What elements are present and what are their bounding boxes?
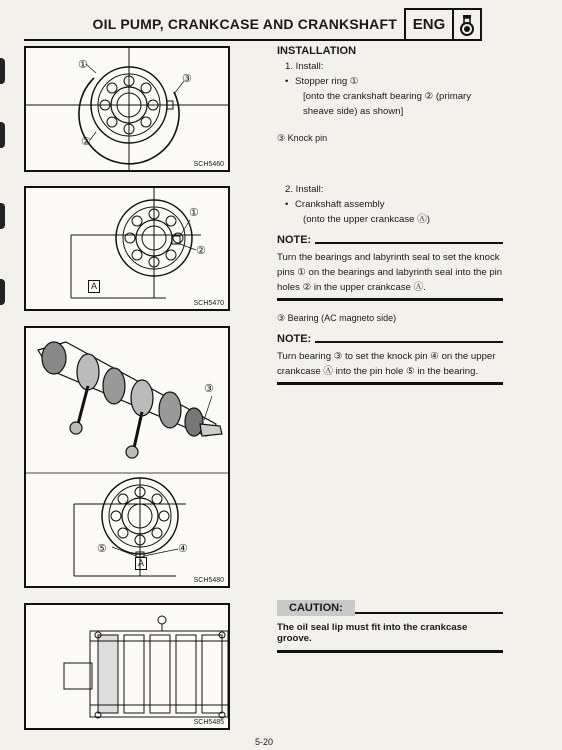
note-2-label — [277, 332, 503, 347]
figure-code: SCH5485 — [193, 719, 224, 726]
figure-code: SCH5470 — [193, 300, 224, 307]
bearing-diagram — [26, 48, 230, 172]
note-1-label-text: NOTE: — [277, 234, 312, 246]
binder-mark — [0, 203, 5, 229]
page-header — [24, 8, 529, 40]
reference-box-a: A — [135, 557, 147, 570]
step-2-bullet: • Crankshaft assembly — [277, 197, 503, 212]
caution-label — [277, 600, 503, 616]
step-1: 1. Install: — [285, 61, 324, 72]
section-badge — [404, 8, 482, 41]
note-1-text: Turn the bearings and labyrinth seal to set the knock pins ① on the bearings and labyrinth seal into the pin holes ② in the upper crankcase Ⓐ. — [277, 252, 503, 293]
callout-1: ① — [189, 207, 199, 219]
page-number: 5-20 — [255, 737, 274, 747]
figure-code: SCH5460 — [193, 161, 224, 168]
note-2-label-text: NOTE: — [277, 333, 312, 345]
figure-crankcase — [24, 603, 230, 730]
note-2-text: Turn bearing ③ to set the knock pin ④ on the upper crankcase Ⓐ into the pin hole ⑤ in the bearing. — [277, 351, 496, 377]
binder-mark — [0, 279, 5, 305]
page-title: OIL PUMP, CRANKCASE AND CRANKSHAFT — [92, 16, 397, 32]
callout-5: ⑤ — [97, 543, 107, 555]
figure-crankshaft-bearing — [24, 186, 230, 311]
header-rule — [24, 39, 404, 41]
binder-mark — [0, 122, 5, 148]
installation-section — [277, 44, 503, 146]
callout-2: ② — [196, 245, 206, 257]
section-badge-label: ENG — [406, 10, 454, 39]
note-1-label — [277, 233, 503, 248]
binder-mark — [0, 58, 5, 84]
callout-2: ② — [81, 136, 91, 148]
bearing-legend: ③ Bearing (AC magneto side) — [277, 313, 397, 323]
callout-1: ① — [78, 59, 88, 71]
engine-oil-icon — [454, 10, 480, 39]
step-2: 2. Install: — [285, 184, 324, 195]
note-2-rule — [277, 382, 503, 385]
crankcase-diagram — [26, 605, 230, 730]
callout-3: ③ — [204, 383, 214, 395]
section-heading: INSTALLATION — [277, 45, 357, 57]
figure-stopper-ring — [24, 46, 230, 172]
figure-crankshaft-assembly — [24, 326, 230, 588]
crankshaft-diagram — [26, 328, 230, 588]
caution-section — [277, 600, 503, 653]
caution-text: The oil seal lip must fit into the crankcase groove. — [277, 622, 468, 644]
step-2-detail: (onto the upper crankcase Ⓐ) — [303, 214, 430, 225]
reference-box-a: A — [88, 280, 100, 293]
step-1-bullet: • Stopper ring ① — [277, 74, 503, 89]
callout-4: ④ — [178, 543, 188, 555]
note-1-rule — [277, 298, 503, 301]
step-2-section — [277, 182, 503, 385]
step-1-detail: [onto the crankshaft bearing ② (primary sheave side) as shown] — [303, 91, 472, 117]
callout-3: ③ — [182, 73, 192, 85]
figure-code: SCH5480 — [193, 577, 224, 584]
step-1-legend: ③ Knock pin — [277, 133, 328, 143]
caution-label-text: CAUTION: — [277, 600, 355, 616]
caution-rule — [277, 650, 503, 653]
